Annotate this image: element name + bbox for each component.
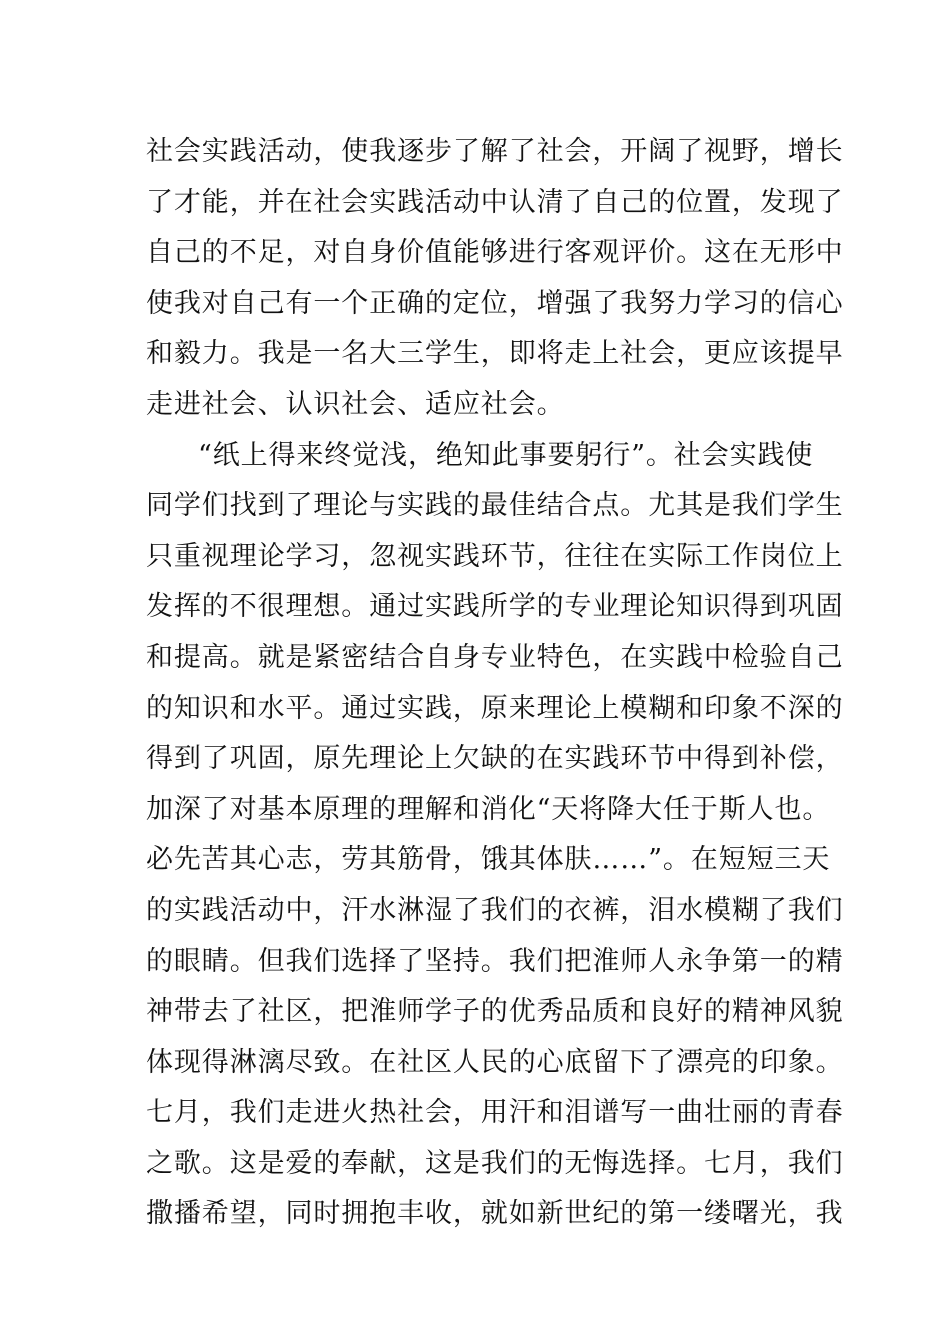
text-line: 发挥的不很理想。通过实践所学的专业理论知识得到巩固 [146, 591, 844, 623]
text-line: 只重视理论学习，忽视实践环节，往往在实际工作岗位上 [146, 540, 844, 572]
text-line: 社会实践活动，使我逐步了解了社会，开阔了视野，增长 [146, 136, 844, 167]
text-line: 和提高。就是紧密结合自身专业特色，在实践中检验自己 [146, 641, 844, 673]
text-line: 了才能，并在社会实践活动中认清了自己的位置，发现了 [146, 186, 844, 218]
text-line: 的眼睛。但我们选择了坚持。我们把淮师人永争第一的精 [146, 945, 844, 977]
text-line: 体现得淋漓尽致。在社区人民的心底留下了漂亮的印象。 [146, 1046, 844, 1078]
text-line: 之歌。这是爱的奉献，这是我们的无悔选择。七月，我们 [146, 1147, 844, 1179]
text-line: 必先苦其心志，劳其筋骨，饿其体肤……”。在短短三天 [146, 844, 831, 876]
text-line: 加深了对基本原理的理解和消化“天将降大任于斯人也。 [146, 793, 831, 825]
text-line: 的知识和水平。通过实践，原来理论上模糊和印象不深的 [146, 692, 844, 724]
paragraph-first-line: “纸上得来终觉浅，绝知此事要躬行”。社会实践使 [198, 439, 814, 471]
text-line: 走进社会、认识社会、适应社会。 [146, 388, 565, 420]
text-line: 使我对自己有一个正确的定位，增强了我努力学习的信心 [146, 287, 844, 319]
text-line: 和毅力。我是一名大三学生，即将走上社会，更应该提早 [146, 338, 844, 370]
text-line: 同学们找到了理论与实践的最佳结合点。尤其是我们学生 [146, 490, 844, 522]
text-line: 撒播希望，同时拥抱丰收，就如新世纪的第一缕曙光，我 [146, 1198, 844, 1230]
text-line: 得到了巩固，原先理论上欠缺的在实践环节中得到补偿， [146, 743, 844, 775]
text-line: 自己的不足，对自身价值能够进行客观评价。这在无形中 [146, 237, 844, 269]
text-line: 七月，我们走进火热社会，用汗和泪谱写一曲壮丽的青春 [146, 1097, 844, 1129]
text-line: 神带去了社区，把淮师学子的优秀品质和良好的精神风貌 [146, 996, 844, 1028]
document-body-text [146, 127, 844, 1240]
text-line: 的实践活动中，汗水淋湿了我们的衣裤，泪水模糊了我们 [146, 894, 844, 926]
